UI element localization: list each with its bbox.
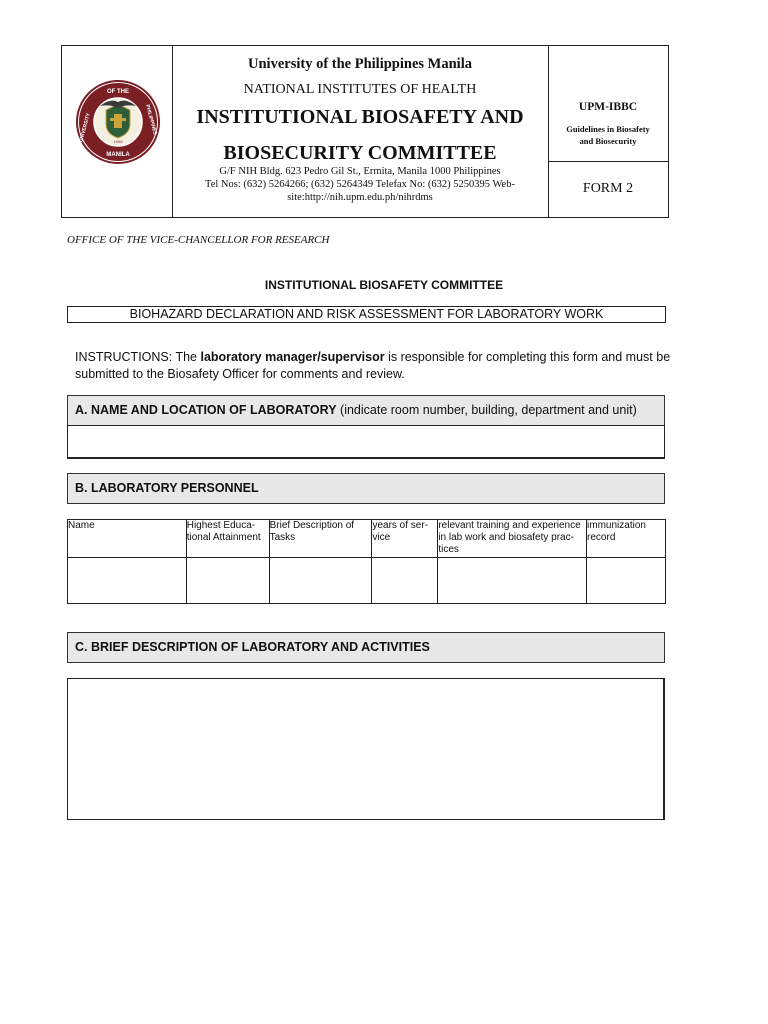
committee-title-line1: INSTITUTIONAL BIOSAFETY AND: [196, 106, 524, 128]
header-title-cell: [172, 46, 549, 217]
office-label: OFFICE OF THE VICE-CHANCELLOR FOR RESEARCH: [67, 234, 330, 246]
document-code-cell: [548, 46, 668, 162]
column-header-tasks: Brief Description of Tasks: [269, 520, 372, 558]
university-name: University of the Philippines Manila: [248, 56, 472, 72]
section-b-title: B. LABORATORY PERSONNEL: [75, 481, 259, 495]
svg-text:OF THE: OF THE: [107, 89, 129, 95]
form-header: [61, 45, 669, 218]
instructions-suffix: is responsible for completing this form and must be submitted to the Biosafety Officer for comments and review.: [75, 350, 671, 381]
section-a-note: (indicate room number, building, department and unit): [336, 403, 637, 417]
form-number-cell: [548, 161, 668, 217]
cell-training-input[interactable]: [438, 558, 587, 604]
svg-text:1908: 1908: [113, 139, 123, 144]
form-number: FORM 2: [582, 181, 634, 196]
guidelines-line2: and Biosecurity: [579, 136, 637, 146]
section-a-header: [67, 395, 665, 426]
cell-name-input[interactable]: [68, 558, 187, 604]
cell-immunization-input[interactable]: [587, 558, 666, 604]
section-b-header: [67, 473, 665, 504]
column-header-years: years of ser-vice: [372, 520, 438, 558]
cell-years-input[interactable]: [372, 558, 438, 604]
website-line: site:http://nih.upm.edu.ph/nihrdms: [287, 192, 433, 203]
logo-cell: [62, 46, 173, 217]
table-row: [68, 558, 666, 604]
cell-tasks-input[interactable]: [269, 558, 372, 604]
guidelines-line1: Guidelines in Biosafety: [566, 124, 650, 134]
cell-education-input[interactable]: [186, 558, 269, 604]
section-c-header: [67, 632, 665, 663]
svg-text:PHILIPPINES: PHILIPPINES: [144, 103, 158, 136]
section-a-title: A. NAME AND LOCATION OF LABORATORY: [75, 403, 337, 417]
guidelines-label: [552, 123, 664, 147]
svg-text:MANILA: MANILA: [106, 152, 130, 158]
address-block: [180, 165, 540, 204]
address-line: G/F NIH Bldg. 623 Pedro Gil St., Ermita, Manila 1000 Philippines: [219, 166, 501, 177]
university-seal-icon: [76, 80, 160, 164]
svg-text:UNIVERSITY: UNIVERSITY: [78, 112, 92, 144]
instructions-prefix: INSTRUCTIONS: The: [75, 350, 201, 364]
instructions-bold: laboratory manager/supervisor: [200, 350, 385, 364]
institute-name: NATIONAL INSTITUTES OF HEALTH: [243, 82, 477, 97]
instructions: [75, 349, 685, 383]
column-header-name: Name: [68, 520, 187, 558]
section-c-textarea[interactable]: [67, 678, 665, 820]
document-code: UPM-IBBC: [578, 101, 638, 113]
committee-title-line2: BIOSECURITY COMMITTEE: [223, 142, 497, 164]
section-c-title: C. BRIEF DESCRIPTION OF LABORATORY AND ACTIVITIES: [75, 640, 430, 654]
personnel-table: [67, 519, 666, 604]
section-a-input-field[interactable]: [67, 425, 665, 459]
column-header-education: Highest Educa-tional Attainment: [186, 520, 269, 558]
committee-heading: INSTITUTIONAL BIOSAFETY COMMITTEE: [264, 278, 504, 292]
form-title: BIOHAZARD DECLARATION AND RISK ASSESSMENT FOR LABORATORY WORK: [67, 306, 666, 323]
table-header-row: [68, 520, 666, 558]
column-header-training: relevant training and experience in lab work and biosafety prac-tices: [438, 520, 587, 558]
column-header-immunization: immunization record: [587, 520, 666, 558]
contact-line: Tel Nos: (632) 5264266; (632) 5264349 Telefax No: (632) 5250395 Web-: [205, 179, 515, 190]
